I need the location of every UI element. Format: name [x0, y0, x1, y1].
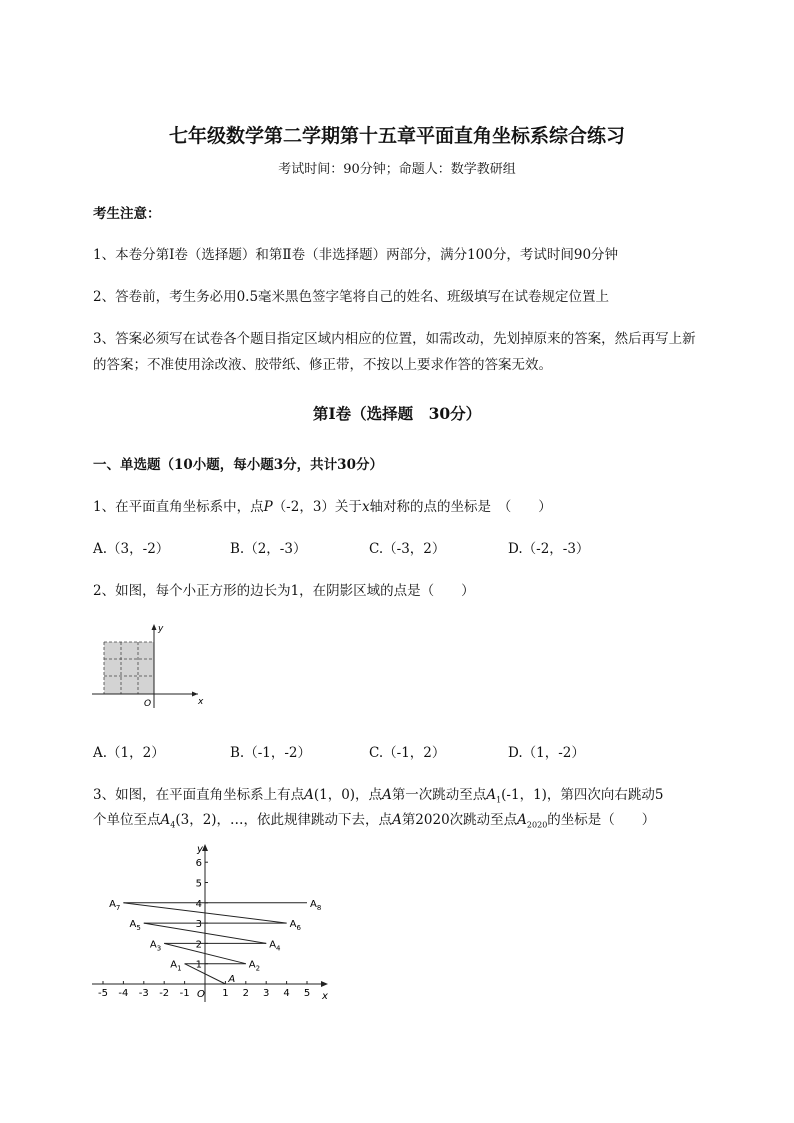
- q2-option-d: D.（1，-2）: [508, 745, 585, 761]
- q1-option-c: C.（-3，2）: [369, 541, 446, 557]
- y-axis-arrow-icon: [152, 624, 157, 630]
- x-axis-arrow-icon: [192, 692, 198, 697]
- point-label: $A_1$: [170, 959, 182, 973]
- y-tick-label: 5: [195, 878, 202, 890]
- part1-title: 第Ⅰ卷（选择题 30分）: [312, 404, 482, 423]
- y-axis-label: y: [158, 624, 164, 634]
- origin-label: O: [144, 699, 152, 709]
- q1-option-a: A.（3，-2）: [93, 541, 170, 557]
- question-3-stem-line2: 个单位至点$A_4(3$，2)，…，依此规律跳动下去，点A第2020次跳动至点$A_{2020}$的坐标是（ ）: [93, 812, 656, 830]
- notice-item-3-cont: 的答案；不准使用涂改液、胶带纸、修正带，不按以上要求作答的答案无效。: [93, 357, 552, 373]
- x-tick-label: -1: [179, 988, 190, 999]
- notice-item-2: 2、答卷前，考生务必用0.5毫米黑色签字笔将自己的姓名、班级填写在试卷规定位置上: [93, 289, 610, 305]
- point-label: A: [228, 974, 236, 985]
- point-label: $A_8$: [310, 898, 322, 912]
- y-tick-label: 2: [195, 939, 202, 951]
- y-tick-label: 6: [195, 858, 202, 870]
- x-tick-label: -4: [118, 988, 129, 999]
- y-tick-label: 3: [195, 919, 202, 931]
- q2-option-c: C.（-1，2）: [369, 745, 446, 761]
- y-tick-label: 4: [195, 898, 202, 910]
- x-tick-label: 3: [263, 988, 270, 999]
- q1-option-b: B.（2，-3）: [230, 541, 307, 557]
- q2-option-a: A.（1，2）: [93, 745, 165, 761]
- y-tick-label: 1: [195, 959, 202, 971]
- x-tick-label: 2: [242, 988, 249, 999]
- x-axis-label: x: [198, 697, 204, 707]
- y-axis-label: y: [197, 844, 203, 855]
- origin-label: O: [197, 989, 205, 1000]
- notice-item-3: 3、答案必须写在试卷各个题目指定区域内相应的位置，如需改动，先划掉原来的答案，然后再写上新: [93, 331, 696, 347]
- x-tick-label: -2: [159, 988, 170, 999]
- x-axis-label: x: [322, 991, 328, 1002]
- q1-option-d: D.（-2，-3）: [508, 541, 590, 557]
- question-3-figure: [88, 840, 338, 1010]
- point-label: $A_5$: [129, 919, 141, 933]
- notice-item-1: 1、本卷分第Ⅰ卷（选择题）和第Ⅱ卷（非选择题）两部分，满分100分，考试时间90分钟: [93, 247, 619, 263]
- page-title: 七年级数学第二学期第十五章平面直角坐标系综合练习: [168, 125, 625, 147]
- exam-subtitle: 考试时间：90分钟；命题人：数学教研组: [278, 162, 516, 177]
- question-3-stem-line1: 3、如图，在平面直角坐标系上有点A(1，0)，点A第一次跳动至点$A_1(-1$，1)，第四次向右跳动5: [93, 787, 664, 805]
- question-1-stem: 1、在平面直角坐标系中，点P（-2，3）关于x轴对称的点的坐标是 （ ）: [93, 499, 552, 515]
- x-tick-label: -3: [138, 988, 149, 999]
- x-tick-label: 1: [222, 988, 229, 999]
- x-tick-label: 5: [303, 988, 311, 999]
- section-heading: 一、单选题（10小题，每小题3分，共计30分）: [93, 457, 383, 473]
- notice-heading: 考生注意：: [93, 206, 161, 222]
- question-2-figure: [88, 620, 218, 710]
- x-axis-arrow-icon: [321, 981, 328, 987]
- q2-option-b: B.（-1，-2）: [230, 745, 312, 761]
- point-label: $A_2$: [248, 959, 261, 973]
- point-label: $A_7$: [109, 898, 121, 912]
- x-tick-label: 4: [283, 988, 290, 999]
- point-label: $A_4$: [269, 939, 281, 953]
- point-label: $A_6$: [289, 919, 301, 933]
- x-tick-label: -5: [98, 988, 108, 999]
- point-label: $A_3$: [149, 939, 162, 953]
- shaded-region: [104, 642, 154, 694]
- question-2-stem: 2、如图，每个小正方形的边长为1，在阴影区域的点是（ ）: [93, 583, 475, 599]
